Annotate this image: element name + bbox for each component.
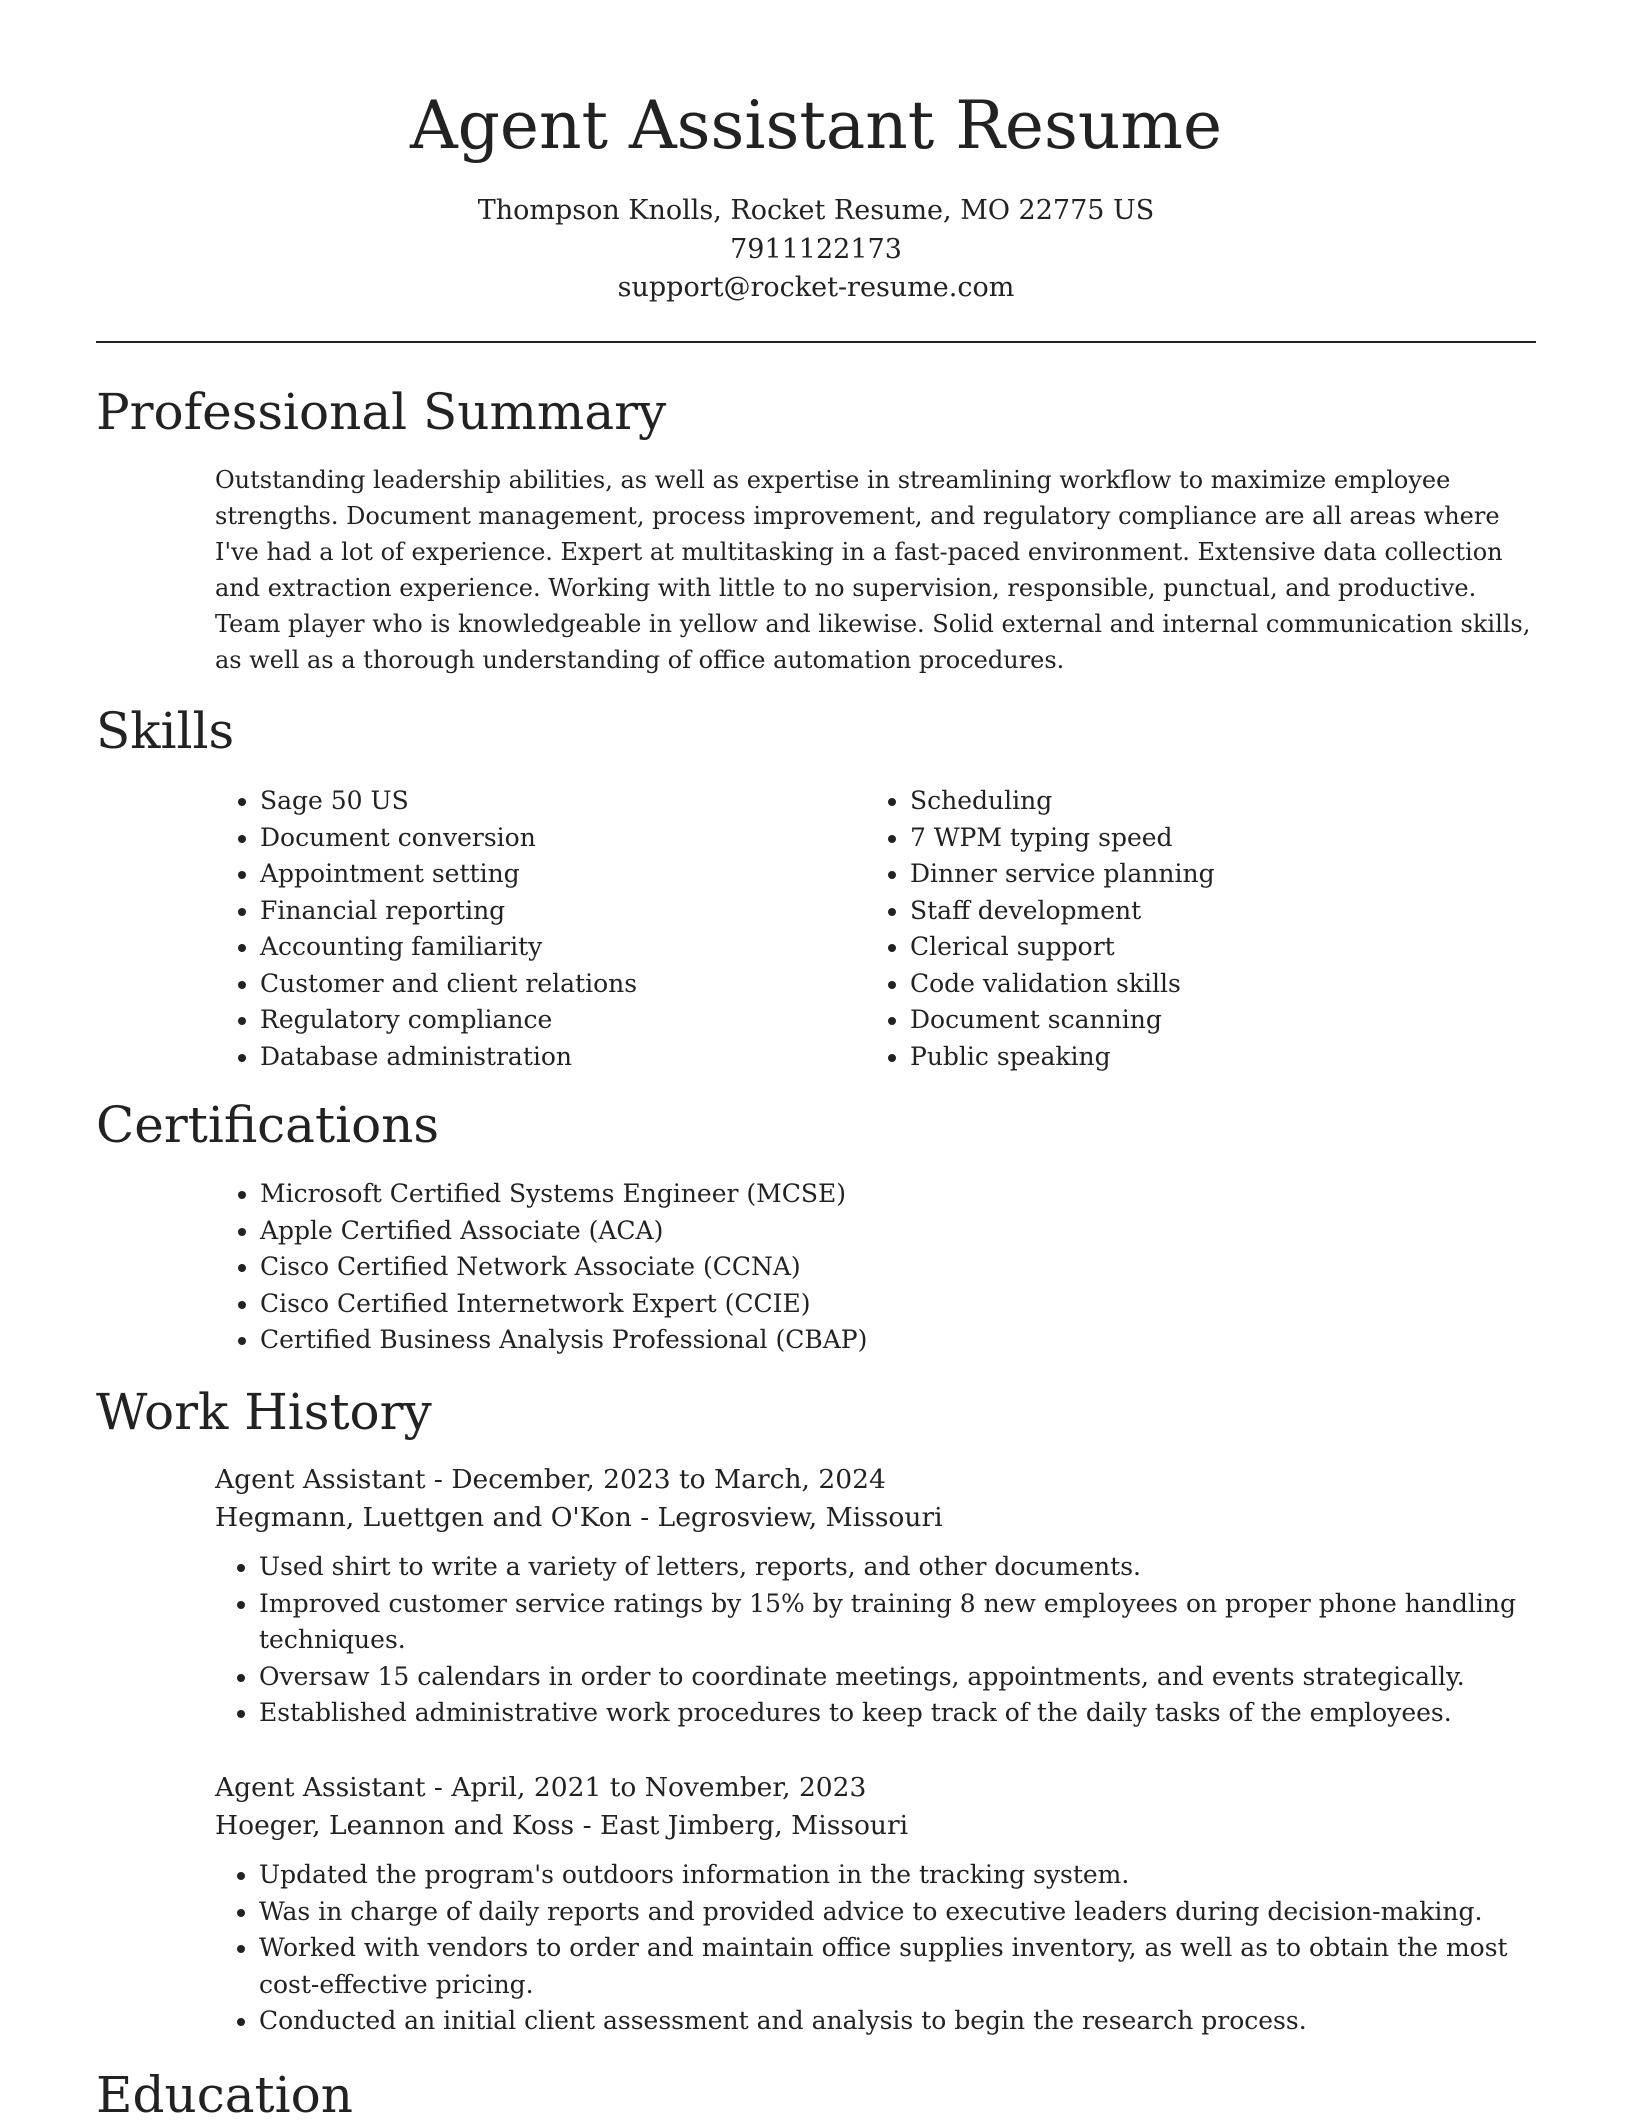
skill-item: • 7 WPM typing speed — [910, 820, 1506, 857]
education-heading: Education — [96, 2066, 353, 2124]
certification-item: • Certified Business Analysis Professional (CBAP) — [260, 1322, 1516, 1359]
certifications-list — [216, 1176, 1516, 1359]
job-location: Legrosview, Missouri — [657, 1502, 943, 1533]
job-bullet: • Worked with vendors to order and maintain office supplies inventory, as well as to obtain the most cost-effective pricing. — [259, 1930, 1535, 2003]
skill-item: • Regulatory compliance — [260, 1002, 816, 1039]
skill-item: • Staff development — [910, 893, 1506, 930]
resume-title: Agent Assistant Resume — [409, 87, 1222, 164]
job-bullet: • Was in charge of daily reports and provided advice to executive leaders during decision-making. — [259, 1894, 1535, 1931]
skill-item: • Public speaking — [910, 1039, 1506, 1076]
job-title: Agent Assistant — [215, 1464, 426, 1495]
job-entry — [215, 1769, 1535, 2040]
skills-column-right — [866, 783, 1506, 1075]
job-title-line — [215, 1461, 1535, 1499]
header-divider — [96, 341, 1536, 343]
summary-heading: Professional Summary — [96, 383, 667, 441]
contact-email: support@rocket-resume.com — [617, 272, 1015, 303]
separator: - — [425, 1464, 452, 1495]
skills-column-left — [216, 783, 816, 1075]
contact-block — [0, 192, 1632, 308]
certifications-heading: Certifications — [96, 1096, 440, 1154]
certification-item: • Microsoft Certified Systems Engineer (MCSE) — [260, 1176, 1516, 1213]
job-title-line — [215, 1769, 1535, 1807]
job-bullet: • Conducted an initial client assessment and analysis to begin the research process. — [259, 2003, 1535, 2040]
skill-item: • Financial reporting — [260, 893, 816, 930]
job-entry — [215, 1461, 1535, 1732]
job-dates: April, 2021 to November, 2023 — [451, 1772, 867, 1803]
job-dates: December, 2023 to March, 2024 — [451, 1464, 886, 1495]
separator: - — [425, 1772, 452, 1803]
job-company: Hegmann, Luettgen and O'Kon — [215, 1502, 632, 1533]
contact-phone: 7911122173 — [730, 233, 902, 265]
skill-item: • Clerical support — [910, 929, 1506, 966]
certification-item: • Cisco Certified Internetwork Expert (CCIE) — [260, 1286, 1516, 1323]
job-bullet: • Established administrative work procedures to keep track of the daily tasks of the employees. — [259, 1695, 1535, 1732]
job-company: Hoeger, Leannon and Koss — [215, 1810, 575, 1841]
job-bullet: • Improved customer service ratings by 15% by training 8 new employees on proper phone handling techniques. — [259, 1586, 1535, 1659]
job-company-line — [215, 1807, 1535, 1845]
work-history-heading: Work History — [96, 1383, 432, 1441]
job-location: East Jimberg, Missouri — [599, 1810, 909, 1841]
job-bullet: • Updated the program's outdoors information in the tracking system. — [259, 1857, 1535, 1894]
certification-item: • Apple Certified Associate (ACA) — [260, 1213, 1516, 1250]
skills-heading: Skills — [96, 702, 235, 760]
skill-item: • Database administration — [260, 1039, 816, 1076]
skill-item: • Document scanning — [910, 1002, 1506, 1039]
skill-item: • Code validation skills — [910, 966, 1506, 1003]
job-company-line — [215, 1499, 1535, 1537]
summary-text: Outstanding leadership abilities, as well as expertise in streamlining workflow to maximize employee strengths. Document management, process improvement, and regulatory compliance are all areas where I've had a lot of experience. Expert at multitasking in a fast-paced environment. Extensive data collection and extraction experience. Working with little to no supervision, responsible, punctual, and productive. Team player who is knowledgeable in yellow and likewise. Solid external and internal communication skills, as well as a thorough understanding of office automation procedures. — [215, 466, 1531, 674]
skill-item: • Accounting familiarity — [260, 929, 816, 966]
job-bullet: • Oversaw 15 calendars in order to coordinate meetings, appointments, and events strategically. — [259, 1659, 1535, 1696]
skill-item: • Dinner service planning — [910, 856, 1506, 893]
skill-item: • Scheduling — [910, 783, 1506, 820]
skill-item: • Sage 50 US — [260, 783, 816, 820]
certification-item: • Cisco Certified Network Associate (CCNA) — [260, 1249, 1516, 1286]
skill-item: • Customer and client relations — [260, 966, 816, 1003]
job-title: Agent Assistant — [215, 1772, 426, 1803]
job-bullet: • Used shirt to write a variety of letters, reports, and other documents. — [259, 1549, 1535, 1586]
skill-item: • Appointment setting — [260, 856, 816, 893]
contact-address: Thompson Knolls, Rocket Resume, MO 22775 US — [477, 195, 1155, 226]
separator: - — [631, 1502, 658, 1533]
skill-item: • Document conversion — [260, 820, 816, 857]
separator: - — [574, 1810, 600, 1841]
